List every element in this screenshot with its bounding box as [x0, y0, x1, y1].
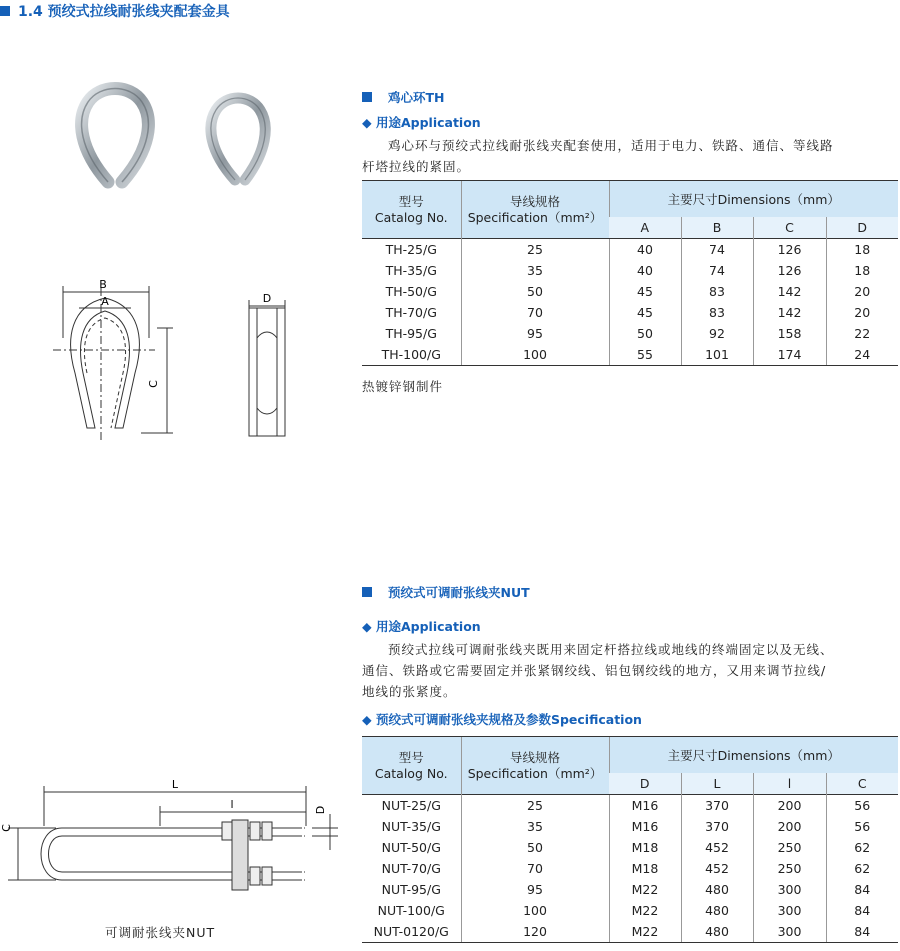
table2-header-dim-col: L [681, 773, 753, 795]
table-cell: 126 [753, 239, 826, 261]
table-cell: 70 [461, 858, 609, 879]
table-cell: TH-95/G [385, 326, 437, 341]
table-row [362, 281, 898, 302]
section2-square-icon [362, 587, 372, 597]
table-cell: 142 [753, 302, 826, 323]
table-cell: 18 [826, 239, 898, 261]
table-cell: NUT-95/G [381, 882, 441, 897]
table-cell: M22 [609, 879, 681, 900]
section2-spec-table [362, 736, 898, 943]
dim-label-l-small: l [230, 798, 234, 811]
table-cell: 62 [826, 837, 898, 858]
table-cell: 100 [461, 900, 609, 921]
table-cell: 35 [461, 816, 609, 837]
table2-header-dim-col: C [826, 773, 898, 795]
table-cell: 158 [753, 323, 826, 344]
table1-header-spec [461, 181, 609, 239]
table1-header-model-en: Catalog No. [374, 209, 448, 225]
table1-header-dim-col: B [681, 217, 753, 239]
table-cell: 40 [609, 239, 681, 261]
table-cell: 22 [826, 323, 898, 344]
table-cell: NUT-50/G [381, 840, 441, 855]
table-cell: 56 [826, 795, 898, 817]
table-cell: 83 [681, 302, 753, 323]
table-cell: 20 [826, 302, 898, 323]
section2-heading-row [362, 583, 530, 601]
thimble-small-photo [211, 98, 265, 180]
table-cell: NUT-100/G [377, 903, 445, 918]
table-cell: 101 [681, 344, 753, 366]
table2-header-model [362, 737, 461, 795]
table-cell: 300 [753, 900, 826, 921]
table-cell: 20 [826, 281, 898, 302]
table-cell: 95 [461, 879, 609, 900]
dim-label-a: A [101, 295, 109, 308]
section2-drawing-caption: 可调耐张线夹NUT [105, 925, 216, 940]
section1-application-label: ◆ 用途Application [362, 115, 481, 130]
table-cell: 74 [681, 239, 753, 261]
section2-heading: 预绞式可调耐张线夹NUT [388, 585, 530, 600]
table-cell: 25 [461, 239, 609, 261]
section2-spec-label: ◆ 预绞式可调耐张线夹规格及参数Specification [362, 712, 642, 727]
section1-description-line2: 杆塔拉线的紧固。 [362, 159, 471, 174]
table-cell: 84 [826, 921, 898, 943]
table1-header-spec-en: Specification（mm²） [467, 209, 603, 225]
table-cell: M18 [609, 858, 681, 879]
table-cell: 84 [826, 879, 898, 900]
table-cell: 24 [826, 344, 898, 366]
title-square-icon [0, 6, 10, 16]
table-row [362, 344, 898, 366]
table-cell: 300 [753, 921, 826, 943]
table-cell: 50 [461, 837, 609, 858]
table-cell: M18 [609, 837, 681, 858]
table-cell: TH-100/G [362, 344, 461, 366]
table-cell: 18 [826, 260, 898, 281]
table-cell: 480 [681, 879, 753, 900]
table-cell: 300 [753, 879, 826, 900]
table-cell: 126 [753, 260, 826, 281]
table-cell: M16 [609, 795, 681, 817]
section1-heading: 鸡心环TH [388, 90, 445, 105]
table-cell: M22 [609, 900, 681, 921]
table-cell: 50 [461, 281, 609, 302]
table2-header-dims: 主要尺寸Dimensions（mm） [609, 737, 898, 774]
table-cell: 95 [461, 323, 609, 344]
table-cell: TH-50/G [385, 284, 437, 299]
thimble-drawing [45, 278, 305, 448]
table-row [362, 837, 898, 858]
table-cell: 200 [753, 816, 826, 837]
section1-description-line1: 鸡心环与预绞式拉线耐张线夹配套使用，适用于电力、铁路、通信、等线路 [388, 138, 834, 153]
table-cell: 370 [681, 816, 753, 837]
dim-label-c: C [147, 380, 160, 388]
table-row [362, 921, 898, 943]
table-cell: TH-35/G [385, 263, 437, 278]
table1-header-model-cn: 型号 [398, 193, 424, 209]
table-cell: 200 [753, 795, 826, 817]
table-cell: 480 [681, 921, 753, 943]
table-cell: NUT-25/G [362, 795, 461, 817]
table-cell: 452 [681, 858, 753, 879]
table-cell: 370 [681, 795, 753, 817]
table-cell: 250 [753, 837, 826, 858]
table-cell: TH-70/G [385, 305, 437, 320]
table1-header-model [362, 181, 461, 239]
dim-label-d2: D [314, 805, 327, 815]
table-row [362, 323, 898, 344]
section1-description [362, 135, 900, 177]
table-cell: 174 [753, 344, 826, 366]
table-cell: M16 [609, 816, 681, 837]
table2-header-dim-col: l [753, 773, 826, 795]
table2-header-spec-en: Specification（mm²） [467, 765, 603, 781]
table-row [362, 260, 898, 281]
table-cell: 74 [681, 260, 753, 281]
table-cell: 62 [826, 858, 898, 879]
section2-description-line3: 地线的张紧度。 [362, 684, 457, 699]
table-row [362, 816, 898, 837]
table1-header-dims: 主要尺寸Dimensions（mm） [609, 181, 898, 218]
table-cell: 25 [461, 795, 609, 817]
table-row [362, 239, 898, 261]
table-cell: 40 [609, 260, 681, 281]
table-cell: 120 [461, 921, 609, 943]
table-cell: 480 [681, 900, 753, 921]
table-cell: 45 [609, 281, 681, 302]
dim-label-b: B [99, 278, 107, 291]
table-cell: 45 [609, 302, 681, 323]
table-cell: NUT-35/G [381, 819, 441, 834]
table-row [362, 858, 898, 879]
thimble-photos [70, 80, 310, 195]
section2-description [362, 639, 900, 702]
table2-header-spec [461, 737, 609, 795]
table-row [362, 900, 898, 921]
thimble-large-photo [82, 89, 149, 183]
section1-note: 热镀锌钢制件 [362, 379, 444, 394]
table-cell: NUT-0120/G [362, 921, 461, 943]
table-cell: 70 [461, 302, 609, 323]
section1-spec-table [362, 180, 898, 366]
table-cell: 84 [826, 900, 898, 921]
table-cell: 142 [753, 281, 826, 302]
table1-header-spec-cn: 导线规格 [509, 193, 560, 209]
table-cell: 452 [681, 837, 753, 858]
table2-header-dim-col: D [609, 773, 681, 795]
table2-header-model-cn: 型号 [398, 749, 424, 765]
table-cell: 35 [461, 260, 609, 281]
table-cell: NUT-70/G [381, 861, 441, 876]
table-cell: 250 [753, 858, 826, 879]
section1-square-icon [362, 92, 372, 102]
table-cell: M22 [609, 921, 681, 943]
nut-clamp-drawing [0, 770, 345, 900]
page-title: 1.4 预绞式拉线耐张线夹配套金具 [18, 4, 230, 20]
table-cell: 83 [681, 281, 753, 302]
table1-header-dim-col: A [609, 217, 681, 239]
table-cell: 50 [609, 323, 681, 344]
table-row [362, 795, 898, 817]
table2-header-spec-cn: 导线规格 [509, 749, 560, 765]
table-cell: 92 [681, 323, 753, 344]
table1-header-dim-col: D [826, 217, 898, 239]
dim-label-d: D [262, 292, 272, 305]
table2-header-model-en: Catalog No. [374, 765, 448, 781]
section1-heading-row [362, 88, 445, 106]
table-cell: 56 [826, 816, 898, 837]
section2-description-line2: 通信、铁路或它需要固定并张紧钢绞线、铝包钢绞线的地方，又用来调节拉线/ [362, 663, 827, 678]
dim-label-c2: C [0, 824, 13, 832]
section2-application-label: ◆ 用途Application [362, 619, 481, 634]
table-cell: 55 [609, 344, 681, 366]
dim-label-l-big: L [171, 778, 179, 791]
table-row [362, 302, 898, 323]
table-cell: TH-25/G [362, 239, 461, 261]
table1-header-dim-col: C [753, 217, 826, 239]
page-title-bar [0, 0, 230, 22]
section2-description-line1: 预绞式拉线可调耐张线夹既用来固定杆搭拉线或地线的终端固定以及无线、 [388, 642, 834, 657]
table-row [362, 879, 898, 900]
table-cell: 100 [461, 344, 609, 366]
